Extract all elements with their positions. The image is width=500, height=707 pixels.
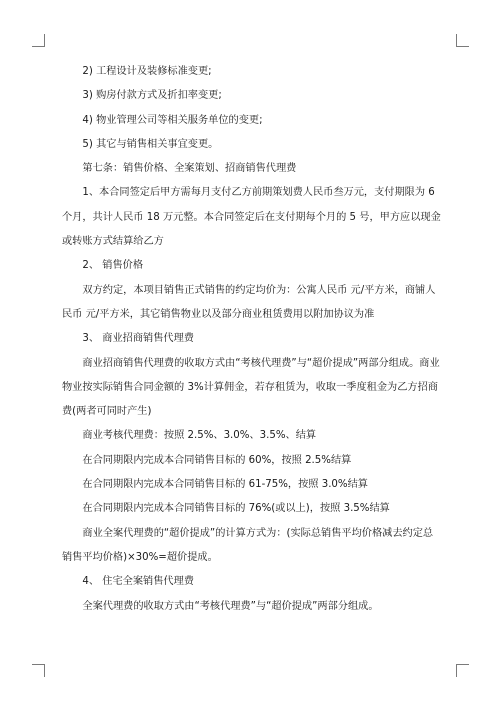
- paragraph-target-60: 在合同期限内完成本合同销售目标的 60%，按照 2.5%结算: [82, 454, 352, 466]
- crop-mark-top-right: [456, 34, 469, 47]
- paragraph-sales-price: 双方约定，本项目销售正式销售的约定均价为：公寓人民币 元/平方米，商铺人民币 元/平方米，其它销售物业以及部分商业租赁费用以附加协议为准: [62, 284, 436, 320]
- paragraph-target-76: 在合同期限内完成本合同销售目标的 76%(或以上)，按照 3.5%结算: [82, 503, 390, 515]
- list-item-other-change: 5) 其它与销售相关事宜变更。: [82, 138, 219, 150]
- paragraph-over-price-formula: 商业全案代理费的“超价提成”的计算方式为：(实际总销售平均价格减去约定总销售平均价格)×30%=超价提成。: [62, 527, 434, 563]
- paragraph-commercial-fee: 商业招商销售代理费的收取方式由“考核代理费”与“超价提成”两部分组成。商业物业按实际销售合同金额的 3%计算佣金，若存租赁为，收取一季度租金为乙方招商费(两者可同时产生): [62, 357, 440, 418]
- paragraph-target-61-75: 在合同期限内完成本合同销售目标的 61-75%，按照 3.0%结算: [82, 479, 368, 491]
- paragraph-assessment-fee: 商业考核代理费：按照 2.5%、3.0%、3.5%、结算: [82, 430, 317, 442]
- article-seven-heading: 第七条：销售价格、全案策划、招商销售代理费: [82, 163, 297, 175]
- paragraph-planning-fee: 1、本合同签定后甲方需每月支付乙方前期策划费人民币叁万元，支付期限为 6 个月，共计人民币 18 万元整。本合同签定后在支付期每个月的 5 号，甲方应以现金或转账方式结算给乙方: [62, 187, 441, 248]
- document-body: [62, 60, 442, 619]
- section-heading-sales-price: 2、 销售价格: [82, 260, 144, 272]
- paragraph-residential-fee: 全案代理费的收取方式由“考核代理费”与“超价提成”两部分组成。: [82, 600, 379, 612]
- list-item-payment-change: 3) 购房付款方式及折扣率变更;: [82, 90, 222, 102]
- section-heading-commercial-fee: 3、 商业招商销售代理费: [82, 333, 194, 345]
- section-heading-residential-fee: 4、 住宅全案销售代理费: [82, 576, 194, 588]
- list-item-property-mgmt-change: 4) 物业管理公司等相关服务单位的变更;: [82, 114, 263, 126]
- crop-mark-top-left: [32, 34, 45, 47]
- crop-mark-bottom-right: [456, 664, 469, 677]
- list-item-design-change: 2) 工程设计及装修标准变更;: [82, 66, 212, 77]
- crop-mark-bottom-left: [32, 664, 45, 677]
